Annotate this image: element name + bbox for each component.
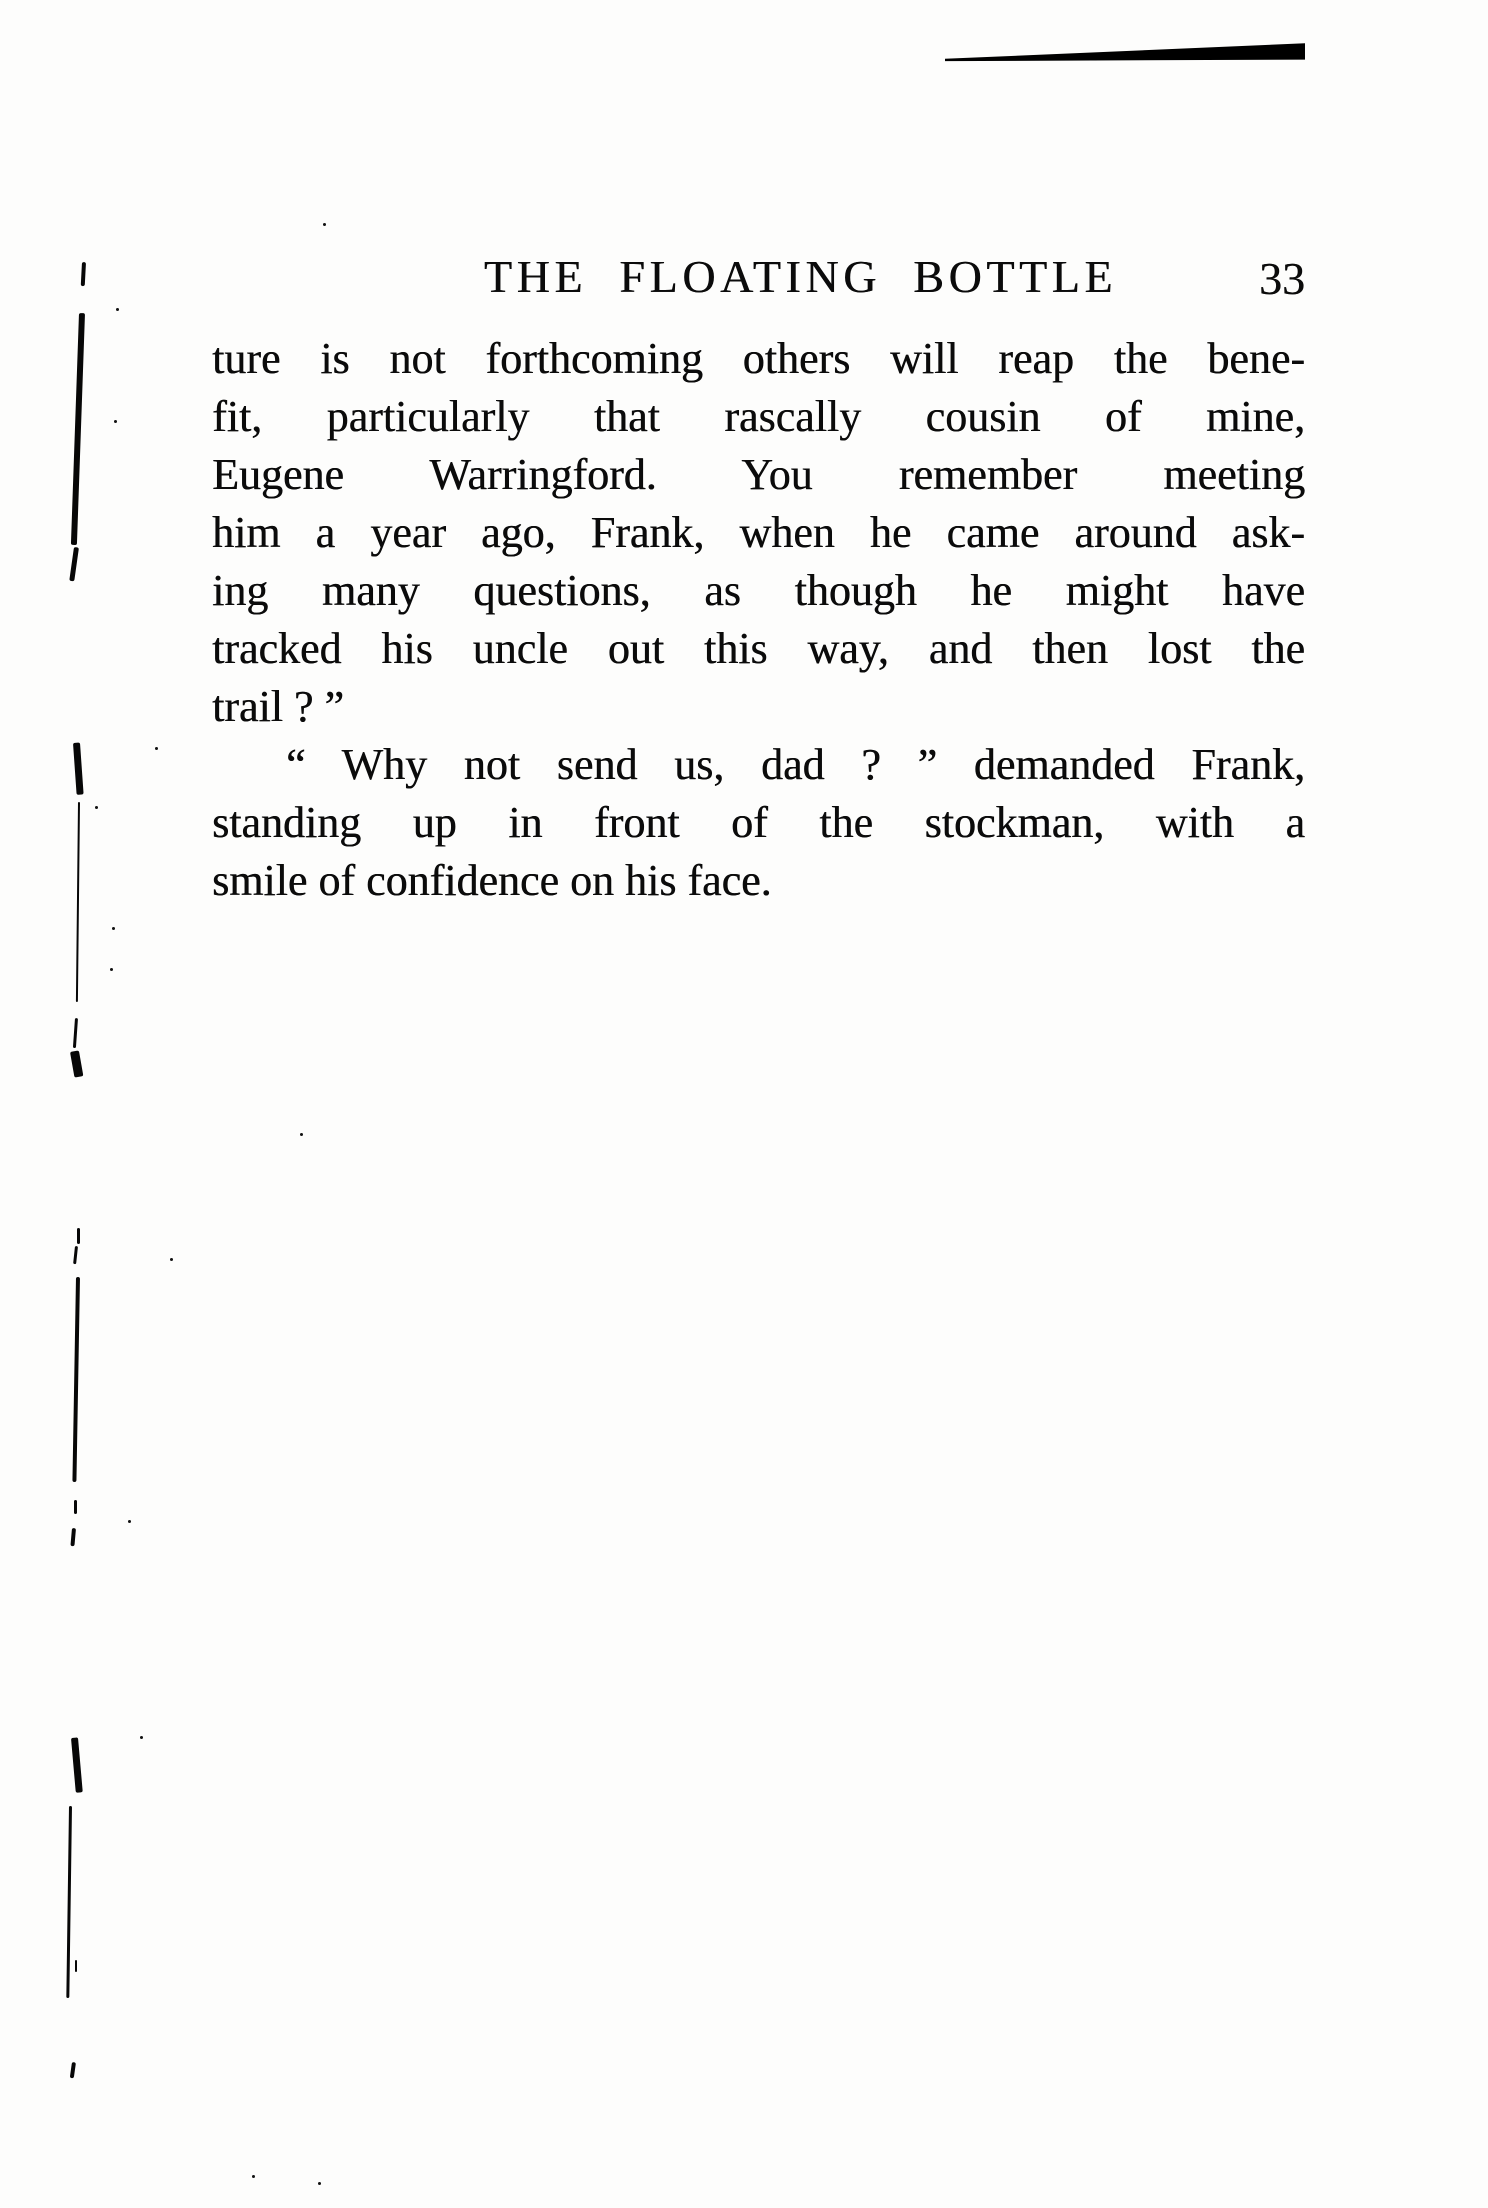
text-line: trail ? ” [212, 682, 344, 731]
margin-artifact [73, 743, 84, 795]
text-line: ture is not forthcoming others will reap the bene- [212, 334, 1305, 383]
margin-artifact [81, 262, 86, 286]
text-line: him a year ago, Frank, when he came around ask- [212, 508, 1305, 557]
scan-speck [112, 927, 115, 930]
margin-artifact [72, 1277, 80, 1482]
text-line: ing many questions, as though he might have [212, 566, 1305, 615]
text-line: “ Why not send us, dad ? ” demanded Frank, [286, 740, 1305, 789]
margin-artifact [66, 1806, 72, 1998]
margin-artifact [77, 1228, 80, 1244]
margin-artifact [70, 2062, 76, 2078]
text-line: tracked his uncle out this way, and then lost the [212, 624, 1305, 673]
margin-artifact [74, 1500, 77, 1514]
scan-speck [114, 420, 117, 423]
margin-artifact [71, 1737, 83, 1792]
text-line: Eugene Warringford. You remember meeting [212, 450, 1305, 499]
text-line: fit, particularly that rascally cousin of mine, [212, 392, 1305, 441]
margin-artifact [69, 547, 79, 581]
margin-artifact [70, 1050, 83, 1077]
margin-artifact [76, 802, 80, 1002]
scan-speck [140, 1736, 143, 1739]
scan-artifact-top-wedge [945, 42, 1305, 63]
margin-artifact [75, 1960, 77, 1972]
running-title: THE FLOATING BOTTLE [483, 251, 1118, 302]
scan-speck [95, 806, 98, 809]
scan-speck [116, 308, 119, 311]
text-line: smile of confidence on his face. [212, 856, 772, 905]
margin-artifact [73, 1246, 78, 1264]
text-line: standing up in front of the stockman, with a [212, 798, 1305, 847]
scan-speck [318, 2182, 321, 2185]
body-text-block [212, 330, 1305, 910]
scan-speck [300, 1133, 303, 1136]
page-number: 33 [1259, 253, 1305, 304]
margin-artifact [73, 1018, 78, 1048]
margin-artifact [70, 1528, 76, 1546]
scan-speck [155, 747, 158, 750]
margin-artifact [71, 313, 85, 545]
scan-speck [323, 223, 326, 226]
scan-speck [128, 1520, 131, 1523]
page-header [212, 250, 1305, 304]
scan-speck [252, 2175, 255, 2178]
scan-speck [110, 968, 113, 971]
scan-speck [170, 1258, 173, 1261]
